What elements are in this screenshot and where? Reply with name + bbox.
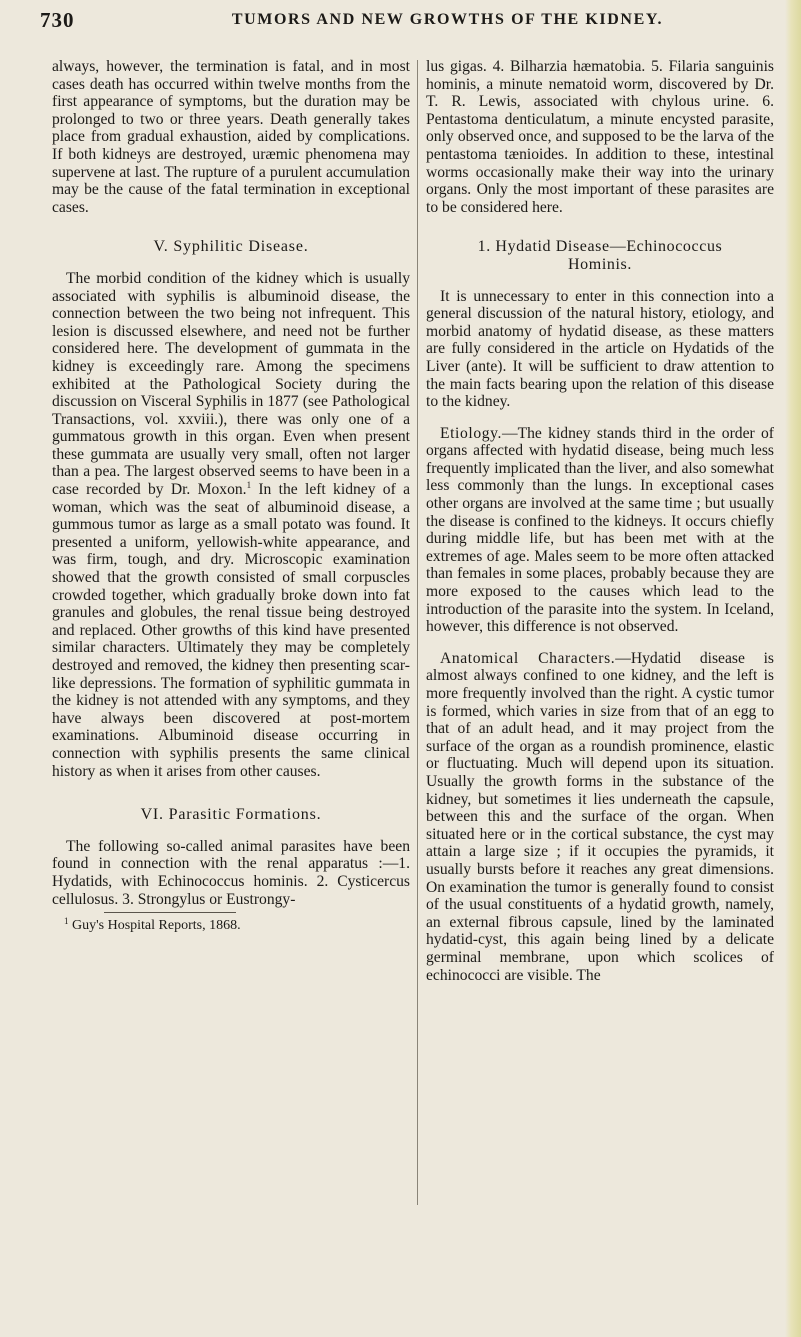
section-heading-syphilitic: V. Syphilitic Disease.: [153, 238, 309, 256]
page-edge: [785, 0, 801, 1337]
hydatid-heading-line2: Hominis.: [568, 255, 632, 273]
paragraph-spacer: [426, 411, 774, 425]
syphilitic-text-part1: The morbid condition of the kidney which is usually associated with syphilis is albuminoid disease, the connection between the two being not infrequent. This lesion is discussed elsewhere, and need not be further considered here. The development of gummata in the kidney is exceedingly rare. Among the specimens exhibited at the Pathological Society during the discussion on Visceral Syphilis in 1877 (see Pathological Transactions, vol. xxviii.), there was only one of a gummatous growth in this organ. Even when present these gummata are usually very small, often not larger than a pea. The largest observed seems to have been in a case recorded by Dr. Moxon.: [52, 269, 410, 499]
footnote-rule: [104, 912, 236, 913]
hydatid-heading-line1: 1. Hydatid Disease—Echinococcus: [477, 238, 723, 256]
page-header: [40, 8, 765, 38]
footnote-marker: 1: [246, 480, 252, 491]
right-column: [426, 58, 774, 984]
running-title: TUMORS AND NEW GROWTHS OF THE KIDNEY.: [231, 11, 664, 28]
parasitic-paragraph: The following so-called animal parasites have been found in connection with the renal apparatus :—1. Hydatids, with Echinococcus hominis. 2. Cysticercus cellulosus. 3. Strongylus or Eustrongy-: [52, 837, 410, 908]
footnote-text: Guy's Hospital Reports, 1868.: [72, 918, 241, 934]
hydatid-heading: [426, 238, 774, 273]
left-column: [52, 58, 410, 935]
footnote: [52, 917, 410, 935]
footnote-number: 1: [64, 916, 69, 927]
anatomical-label: Anatomical Characters.: [440, 649, 616, 667]
anatomical-text: —Hydatid disease is almost always confined to one kidney, and the left is more frequently involved than the right. A cystic tumor is formed, which varies in size from that of an egg to that of an adult head, and it may project from the surface of the organ as a roundish prominence, elastic or fluctuating. Much will depend upon its situation. Usually the growth forms in the substance of the kidney, but sometimes it lies underneath the capsule, between this and the surface of the organ. When situated here or in the cortical substance, the cyst may attain a large size ; if it occupies the pyramids, it usually bursts before it reaches any great dimensions. On examination the tumor is generally found to consist of the usual constituents of a hydatid growth, namely, an external fibrous capsule, lined by the laminated hydatid-cyst, this again being lined by a delicate germinal membrane, upon which scolices of echinococci are visible. The: [426, 649, 775, 984]
anatomical-paragraph: [426, 650, 774, 984]
syphilitic-paragraph: [52, 270, 410, 780]
etiology-text: —The kidney stands third in the order of organs affected with hydatid disease, being much less frequently implicated than the liver, and also somewhat less commonly than the lungs. In exceptional cases other organs are involved at the same time ; but usually the disease is confined to the kidneys. It occurs chiefly during middle life, but has been met with at the extremes of age. Males seem to be more often attacked than females in some places, probably because they are more exposed to the causes which lead to the introduction of the parasite into the system. In Iceland, however, this difference is not observed.: [426, 424, 774, 636]
hydatid-intro-paragraph: It is unnecessary to enter in this connection into a general discussion of the natural history, etiology, and morbid anatomy of hydatid disease, as these matters are fully considered in the article on Hydatids of the Liver (ante). It will be sufficient to draw attention to the main facts bearing upon the relation of this disease to the kidney.: [426, 287, 774, 411]
etiology-label: Etiology.: [440, 424, 502, 442]
intro-paragraph: always, however, the termination is fatal, and in most cases death has occurred within twelve months from the first appearance of symptoms, but the duration may be prolonged to two or three years. Death generally takes place from gradual exhaustion, aided by complications. If both kidneys are destroyed, uræmic phenomena may supervene at last. The rupture of a purulent accumulation may be the cause of the fatal termination in exceptional cases.: [52, 58, 410, 216]
syphilitic-text-part2: In the left kidney of a woman, which was the seat of albuminoid disease, a gummous tumor as large as a small potato was found. It presented a uniform, yellowish-white appearance, and was firm, tough, and dry. Microscopic examination showed that the growth consisted of small corpuscles crowded together, which gradually broke down into fat granules and globules, the renal tissue being destroyed and replaced. Other growths of this kind have presented similar characters. Ultimately they may be completely destroyed and removed, the kidney then presenting scar-like depressions. The formation of syphilitic gummata in the kidney is not attended with any symptoms, and they have always been discovered at post-mortem examinations. Albuminoid disease occurring in connection with syphilis presents the same clinical history as when it arises from other causes.: [52, 481, 410, 780]
paragraph-spacer: [426, 636, 774, 650]
section-heading-parasitic: VI. Parasitic Formations.: [140, 806, 322, 824]
column-divider: [417, 60, 418, 1205]
parasite-list-continuation: lus gigas. 4. Bilharzia hæmatobia. 5. Filaria sanguinis hominis, a minute nematoid worm, discovered by Dr. T. R. Lewis, associated with chylous urine. 6. Pentastoma denticulatum, a minute encysted parasite, only observed once, and supposed to be the larva of the pentastoma tænioides. In addition to these, intestinal worms occasionally make their way into the urinary organs. Only the most important of these parasites are to be considered here.: [426, 58, 774, 216]
page-number: 730: [40, 8, 75, 32]
etiology-paragraph: [426, 425, 774, 636]
